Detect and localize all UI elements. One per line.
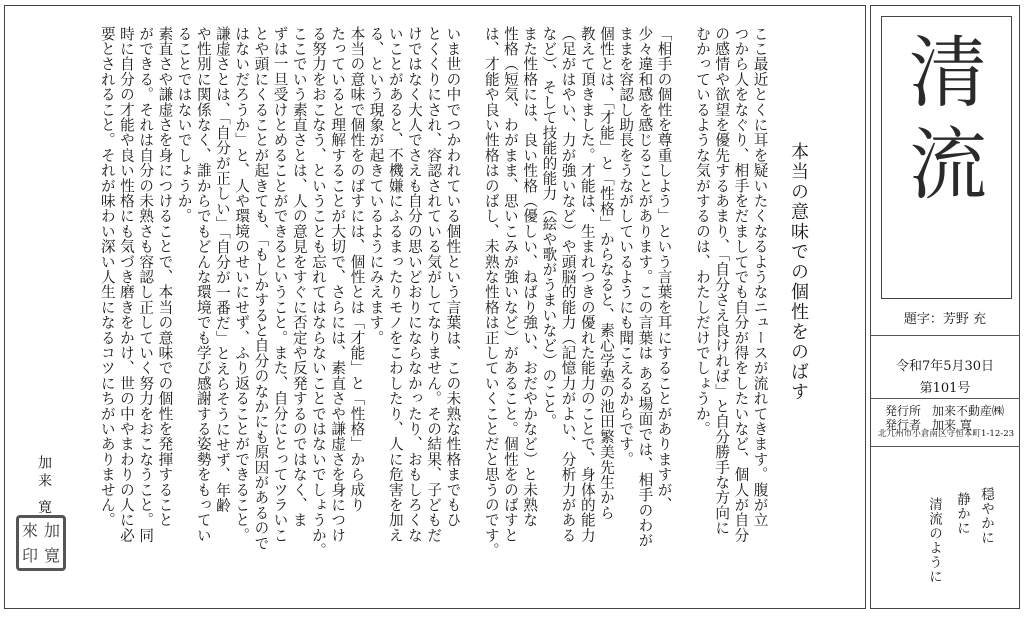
article-column: る努力をおこなう、ということも忘れてはならないことではないでしょうか。 (309, 26, 327, 558)
article-column: いま世の中でつかわれている個性という言葉は、この未熟な性格までもひ (444, 26, 462, 528)
article-column: いことがあると、不機嫌にふるまったりモノをこわしたり、人に危害を加え (386, 26, 404, 543)
article-column: ることではないでしょうか。 (175, 26, 193, 224)
motto-line: 穏やかに (978, 487, 994, 545)
article-column: など）、そして技能的能力（絵や歌がうまいなど）のこと。 (540, 26, 558, 430)
author-name: 加来 寛 (36, 455, 52, 518)
article-column: 時に自分の才能や良い性格にも気づき磨きをかけ、世の中やまわりの人に必 (117, 26, 135, 543)
article-column: また性格には、良い性格（優しい、ねばり強い、おだやかなど）と未熟な (521, 26, 539, 528)
article-column: や性別に関係なく、誰からでもどんな環境でも学び感謝する姿勢をもってい (194, 26, 212, 543)
article-column: はないだろうか」と、人や環境のせいにせず、ふり返ることができること。 (233, 26, 251, 543)
article-column: 教えて頂きました。才能は、生まれつきの優れた能力のことで、身体的能力 (578, 26, 596, 543)
article-column: 要とされること。それが味わい深い人生になるコツにちがいありません。 (98, 26, 116, 528)
seal-char: 加 (43, 520, 60, 540)
article-column: ここ最近とくに耳を疑いたくなるようなニュースが流れてきます。腹が立 (751, 26, 769, 528)
seal-char: 寛 (43, 545, 60, 565)
article-column: とや頭にくることが起きても、「もしかすると自分のなかにも原因があるので (252, 26, 270, 551)
article-column: ままを容認し助長をうながしているようにも聞こえるからです。 (617, 26, 635, 467)
issuer-label: 発行者 (885, 418, 922, 432)
calligraphy-credit: 題字：芳野 充 (903, 312, 987, 327)
article-column: 「相手の個性を尊重しよう」という言葉を耳にすることがありますが、 (655, 26, 673, 513)
author-seal-stamp (16, 515, 66, 571)
article-column: ができる。それは自分の未熟さも容認し正していく努力をおこなうこと。同 (137, 26, 155, 543)
article-column: 個性とは、「才能」と「性格」からなると、素心学塾の池田繁美先生から (597, 26, 615, 521)
article-headline: 本当の意味での個性をのばす (788, 142, 809, 402)
seal-char: 印 (21, 545, 38, 565)
title-box (881, 16, 1012, 299)
issue-date: 令和7年5月30日 (895, 359, 995, 374)
article-column: とくくりにされ、容認されている気がしてなりません。その結果、子どもだ (425, 26, 443, 543)
seal-char: 來 (21, 520, 38, 540)
article-column: 素直さや謙虚さを身につけることで、本当の意味での個性を発揮すること (156, 26, 174, 528)
article-column: 謙虚さとは、「自分が正しい」「自分が一番だ」とえらそうにせず、年齢 (213, 26, 231, 513)
article-column: の感情や欲望を優先するあまり、「自分さえ良ければ」と自分勝手な方向に (713, 26, 731, 536)
publisher-address: 北九州市小倉南区守恒本町1-12-23 (877, 429, 1015, 439)
article-column: けではなく大人でさえも自分の思いどおりにならなかったり、おもしろくな (405, 26, 423, 543)
publisher-label: 発行所 (885, 404, 922, 418)
divider (870, 335, 1020, 336)
article-column: むかっているような気がするのは、わたしだけでしょうか。 (693, 26, 711, 437)
issuer-name: 加来 寛 (932, 418, 972, 432)
issue-number: 第101号 (919, 381, 971, 396)
article-column: 本当の意味で個性をのばすには、個性とは「才能」と「性格」から成り (348, 26, 366, 513)
article-column: 少々違和感を感じることがあります。この言葉は ある場面では、相手のわが (636, 26, 654, 549)
motto-line: 静かに (954, 492, 970, 536)
publisher-name: 加来不動産㈱ (932, 404, 1005, 418)
article-column: たっていると理解することが大切で、さらには、素直さや謙虚さを身につけ (329, 26, 347, 543)
article-column: ずは一旦受けとめることができるということ。また、自分にとってツラいこ (271, 26, 289, 543)
article-column: （足がはやい、力が強いなど）や頭脳的能力（記憶力がよい、分析力がある (559, 26, 577, 543)
motto-line: 清流のように (926, 497, 942, 584)
article-column: 性格（短気、わがまま、思いこみが強いなど）があること。個性をのばすと (501, 26, 519, 543)
article-column: は、才能や良い性格はのばし、未熟な性格は正していくことだと思うのです。 (482, 26, 500, 558)
article-column: ここでいう素直さとは、人の意見をすぐに否定や反発するのではなく、ま (290, 26, 308, 528)
newsletter-title: 清流 (896, 31, 986, 215)
divider (870, 398, 1020, 399)
article-column: る、という現象が起きているようにみえます。 (367, 26, 385, 346)
divider (870, 446, 1020, 447)
article-column: つから人をなぐり、相手をだましてでも自分が得をしたいなど、個人が自分 (732, 26, 750, 543)
